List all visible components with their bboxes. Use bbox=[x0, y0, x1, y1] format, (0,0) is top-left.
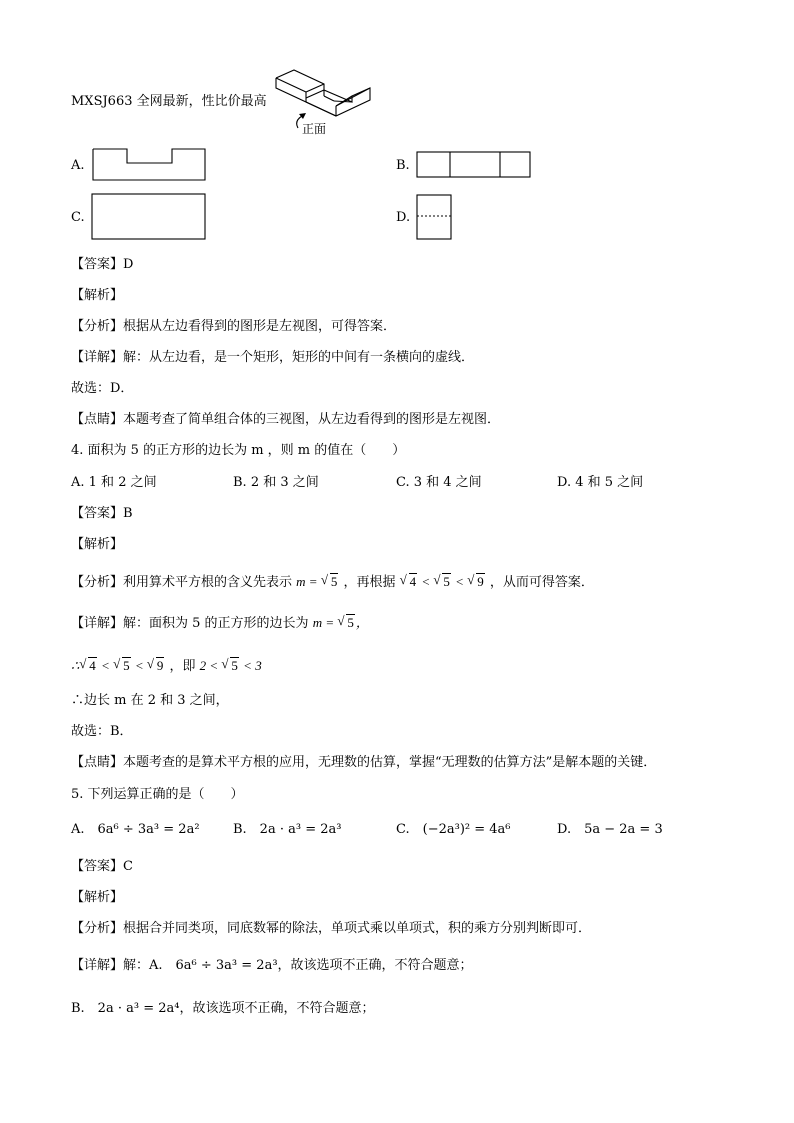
q4-fenxi-formula-1: m = √ 5 bbox=[296, 574, 339, 589]
q5-option-b: B. 2a · a³ = 2a³ bbox=[233, 822, 342, 837]
q5-analysis-title: 【解析】 bbox=[71, 890, 124, 905]
option-a-figure bbox=[92, 148, 207, 182]
q5-option-a: A. 6a⁶ ÷ 3a³ = 2a² bbox=[71, 822, 200, 837]
q3-dianjing: 【点睛】本题考查了简单组合体的三视图，从左边看得到的图形是左视图． bbox=[71, 412, 501, 427]
q3-fenxi: 【分析】根据从左边看得到的图形是左视图，可得答案． bbox=[71, 319, 397, 334]
q4-option-c: C. 3 和 4 之间 bbox=[396, 475, 482, 490]
q4-therefore-formula-1: ∴√ 4 < √ 5 < √ 9 bbox=[71, 658, 165, 673]
q4-fenxi-suffix: ，从而可得答案． bbox=[489, 575, 594, 590]
q4-answer: 【答案】B bbox=[71, 506, 133, 521]
q4-fenxi-prefix: 【分析】利用算术平方根的含义先表示 bbox=[71, 575, 293, 590]
figure-caption: 正面 bbox=[302, 122, 327, 136]
option-a-label: A. bbox=[71, 158, 85, 173]
q4-therefore-mid: ，即 bbox=[169, 659, 196, 674]
q3-xiangjie: 【详解】解：从左边看，是一个矩形，矩形的中间有一条横向的虚线． bbox=[71, 350, 475, 365]
q4-analysis-title: 【解析】 bbox=[71, 537, 124, 552]
option-c-figure bbox=[91, 193, 207, 241]
q3-answer: 【答案】D bbox=[71, 257, 134, 272]
q4-xiangjie-formula: m = √ 5 ， bbox=[313, 615, 369, 630]
q4-fenxi-formula-2: √ 4 < √ 5 < √ 9 bbox=[400, 574, 486, 589]
q4-option-a: A. 1 和 2 之间 bbox=[71, 475, 157, 490]
q5-line-b: B. 2a · a³ = 2a⁴，故该选项不正确，不符合题意； bbox=[71, 1001, 375, 1016]
q3-select: 故选：D． bbox=[71, 381, 134, 396]
option-b-label: B. bbox=[396, 158, 410, 173]
q4-therefore2: ∴边长 m 在 2 和 3 之间， bbox=[71, 693, 229, 708]
q4-therefore-line bbox=[71, 657, 262, 676]
q5-fenxi: 【分析】根据合并同类项，同底数幂的除法，单项式乘以单项式，积的乘方分别判断即可． bbox=[71, 921, 592, 936]
q5-xiangjie: 【详解】解：A. 6a⁶ ÷ 3a³ = 2a³，故该选项不正确，不符合题意； bbox=[71, 958, 473, 973]
q5-option-c: C. (−2a³)² = 4a⁶ bbox=[396, 822, 511, 837]
q4-stem: 4. 面积为 5 的正方形的边长为 m ，则 m 的值在（ ） bbox=[71, 443, 406, 458]
header-line: MXSJ663 全网最新，性比价最高 bbox=[71, 94, 267, 109]
q4-therefore-formula-2: 2 < √ 5 < 3 bbox=[200, 658, 262, 673]
q5-answer: 【答案】C bbox=[71, 859, 133, 874]
q4-option-d: D. 4 和 5 之间 bbox=[557, 475, 644, 490]
q4-option-b: B. 2 和 3 之间 bbox=[233, 475, 319, 490]
q4-dianjing: 【点睛】本题考查的是算术平方根的应用，无理数的估算，掌握“无理数的估算方法”是解本题的关键． bbox=[71, 755, 657, 770]
q4-select: 故选：B． bbox=[71, 724, 133, 739]
option-b-figure bbox=[416, 151, 532, 179]
q4-fenxi-mid: ，再根据 bbox=[343, 575, 396, 590]
q5-option-d: D. 5a − 2a = 3 bbox=[557, 822, 663, 837]
q4-fenxi-line bbox=[71, 573, 594, 592]
option-d-label: D. bbox=[396, 210, 411, 225]
q3-analysis-title: 【解析】 bbox=[71, 288, 124, 303]
q5-stem: 5. 下列运算正确的是（ ） bbox=[71, 787, 244, 802]
q4-xiangjie-prefix: 【详解】解：面积为 5 的正方形的边长为 bbox=[71, 616, 309, 631]
option-c-label: C. bbox=[71, 210, 85, 225]
option-d-figure bbox=[416, 194, 453, 241]
q4-xiangjie-line bbox=[71, 614, 369, 633]
